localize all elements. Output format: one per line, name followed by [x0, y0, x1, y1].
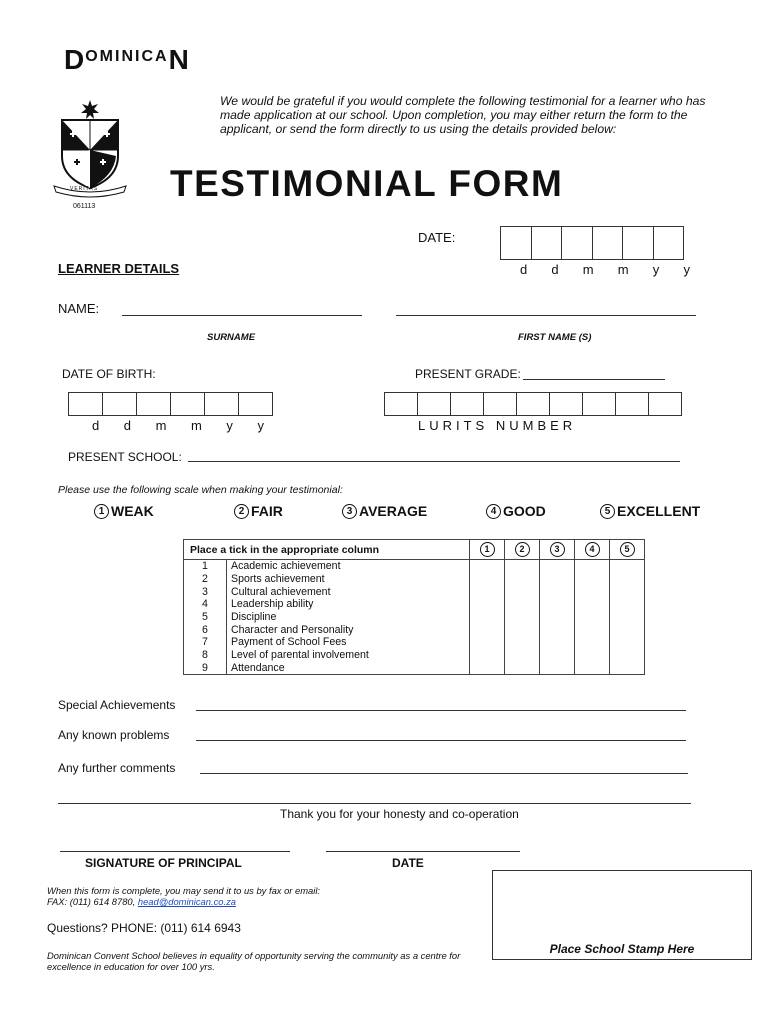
date-box[interactable]	[592, 226, 623, 260]
tick-cell[interactable]	[540, 623, 575, 636]
school-crest	[52, 98, 128, 198]
special-achievements-line[interactable]	[196, 710, 686, 711]
lurits-box[interactable]	[582, 392, 616, 416]
email-link[interactable]: head@dominican.co.za	[137, 896, 236, 907]
fax-email-line	[47, 896, 236, 907]
date-box[interactable]	[653, 226, 684, 260]
date-label: DATE:	[418, 230, 456, 245]
circled-number-icon: 2	[234, 504, 249, 519]
tick-cell[interactable]	[540, 662, 575, 675]
tick-cell[interactable]	[505, 662, 540, 675]
table-row: 2 Sports achievement	[184, 573, 645, 586]
dob-box[interactable]	[238, 392, 273, 416]
criteria-header: Place a tick in the appropriate column	[184, 540, 470, 560]
dob-format-letters: d d m m y y	[92, 418, 264, 433]
intro-text: We would be grateful if you would complete the following testimonial for a learner who has made application at our school. Upon completion, you may either return the form to the applicant, or send the form directly to us using the details provided below:	[220, 94, 706, 136]
table-row: 5 Discipline	[184, 611, 645, 624]
table-row: 9 Attendance	[184, 662, 645, 675]
name-label: NAME:	[58, 301, 100, 316]
lurits-box[interactable]	[483, 392, 517, 416]
tick-cell[interactable]	[540, 560, 575, 573]
tick-cell[interactable]	[610, 662, 645, 675]
firstname-line[interactable]	[396, 315, 696, 316]
tick-cell[interactable]	[505, 649, 540, 662]
further-comments-line[interactable]	[200, 773, 688, 774]
lurits-box[interactable]	[450, 392, 484, 416]
tick-cell[interactable]	[505, 611, 540, 624]
principal-signature-line[interactable]	[60, 851, 290, 852]
table-row: 7 Payment of School Fees	[184, 636, 645, 649]
scale-good: 4 GOOD	[486, 503, 546, 519]
principal-signature-label: SIGNATURE OF PRINCIPAL	[85, 856, 242, 870]
tick-cell[interactable]	[575, 573, 610, 586]
lurits-box[interactable]	[615, 392, 649, 416]
date-box[interactable]	[561, 226, 593, 260]
dob-box[interactable]	[68, 392, 103, 416]
tick-cell[interactable]	[505, 573, 540, 586]
tick-cell[interactable]	[470, 611, 505, 624]
table-row: 6 Character and Personality	[184, 623, 645, 636]
lurits-box[interactable]	[648, 392, 682, 416]
tick-cell[interactable]	[470, 598, 505, 611]
tick-cell[interactable]	[610, 649, 645, 662]
tick-cell[interactable]	[505, 623, 540, 636]
known-problems-line[interactable]	[196, 740, 686, 741]
tick-cell[interactable]	[610, 585, 645, 598]
grade-line[interactable]	[523, 379, 665, 380]
questions-phone: Questions? PHONE: (011) 614 6943	[47, 921, 241, 935]
date-format-letters: d d m m y y	[520, 262, 690, 277]
special-achievements-label: Special Achievements	[58, 698, 176, 712]
date-box[interactable]	[531, 226, 562, 260]
lurits-box[interactable]	[516, 392, 550, 416]
lurits-box[interactable]	[384, 392, 418, 416]
grade-label: PRESENT GRADE:	[415, 367, 521, 381]
criteria-table	[183, 539, 645, 675]
learner-details-heading: LEARNER DETAILS	[58, 261, 180, 276]
table-row: 8 Level of parental involvement	[184, 649, 645, 662]
dob-boxes	[68, 392, 273, 416]
firstname-label: FIRST NAME (S)	[518, 332, 592, 343]
scale-instruction: Please use the following scale when making your testimonial:	[58, 484, 343, 496]
scale-weak: 1 WEAK	[94, 503, 154, 519]
table-row: 3 Cultural achievement	[184, 585, 645, 598]
brand-name: DOMINICAN	[64, 44, 190, 75]
tick-cell[interactable]	[610, 598, 645, 611]
lurits-label: LURITS NUMBER	[418, 418, 577, 433]
column-number-icon: 5	[620, 542, 635, 557]
equality-statement: Dominican Convent School believes in equality of opportunity serving the community as a centre for excellence in education for over 100 yrs.	[47, 950, 461, 972]
stamp-label: Place School Stamp Here	[549, 942, 695, 956]
tick-cell[interactable]	[610, 611, 645, 624]
extra-comments-line[interactable]	[58, 803, 691, 804]
tick-cell[interactable]	[470, 585, 505, 598]
surname-line[interactable]	[122, 315, 362, 316]
present-school-label: PRESENT SCHOOL:	[68, 450, 182, 464]
dob-box[interactable]	[204, 392, 239, 416]
tick-cell[interactable]	[505, 585, 540, 598]
page-title: TESTIMONIAL FORM	[170, 163, 564, 204]
circled-number-icon: 3	[342, 504, 357, 519]
lurits-box[interactable]	[549, 392, 583, 416]
table-row: 4 Leadership ability	[184, 598, 645, 611]
date-box[interactable]	[622, 226, 654, 260]
column-number-icon: 2	[515, 542, 530, 557]
tick-cell[interactable]	[540, 649, 575, 662]
tick-cell[interactable]	[540, 598, 575, 611]
tick-cell[interactable]	[470, 649, 505, 662]
tick-cell[interactable]	[470, 560, 505, 573]
column-number-icon: 4	[585, 542, 600, 557]
lurits-boxes	[384, 392, 682, 416]
tick-cell[interactable]	[575, 649, 610, 662]
dob-label: DATE OF BIRTH:	[62, 367, 156, 381]
crest-code: 061113	[73, 203, 96, 210]
tick-cell[interactable]	[470, 573, 505, 586]
lurits-box[interactable]	[417, 392, 451, 416]
tick-cell[interactable]	[575, 623, 610, 636]
tick-cell[interactable]	[505, 636, 540, 649]
further-comments-label: Any further comments	[58, 761, 176, 775]
circled-number-icon: 1	[94, 504, 109, 519]
thanks-text: Thank you for your honesty and co-operation	[280, 807, 519, 821]
tick-cell[interactable]	[540, 573, 575, 586]
dob-box[interactable]	[136, 392, 171, 416]
tick-cell[interactable]	[540, 585, 575, 598]
table-row: 1 Academic achievement	[184, 560, 645, 573]
date-boxes	[500, 226, 684, 260]
tick-cell[interactable]	[470, 636, 505, 649]
tick-cell[interactable]	[505, 598, 540, 611]
signature-date-line[interactable]	[326, 851, 520, 852]
crest-motto: VERITAS	[70, 186, 99, 192]
tick-cell[interactable]	[575, 560, 610, 573]
dob-box[interactable]	[102, 392, 137, 416]
signature-date-label: DATE	[392, 856, 424, 870]
tick-cell[interactable]	[610, 623, 645, 636]
tick-cell[interactable]	[470, 662, 505, 675]
surname-label: SURNAME	[207, 332, 256, 343]
table-header-row	[184, 540, 645, 560]
tick-cell[interactable]	[610, 560, 645, 573]
scale-average: 3 AVERAGE	[342, 503, 427, 519]
circled-number-icon: 5	[600, 504, 615, 519]
tick-cell[interactable]	[575, 598, 610, 611]
tick-cell[interactable]	[540, 611, 575, 624]
tick-cell[interactable]	[470, 623, 505, 636]
fax-number: FAX: (011) 614 8780,	[47, 896, 136, 907]
tick-cell[interactable]	[540, 636, 575, 649]
known-problems-label: Any known problems	[58, 728, 170, 742]
send-instruction: When this form is complete, you may send it to us by fax or email:	[47, 885, 321, 896]
tick-cell[interactable]	[575, 636, 610, 649]
column-number-icon: 3	[550, 542, 565, 557]
present-school-line[interactable]	[188, 461, 680, 462]
circled-number-icon: 4	[486, 504, 501, 519]
tick-cell[interactable]	[610, 636, 645, 649]
tick-cell[interactable]	[575, 585, 610, 598]
school-stamp-box	[492, 870, 752, 960]
dob-box[interactable]	[170, 392, 205, 416]
date-box[interactable]	[500, 226, 532, 260]
scale-fair: 2 FAIR	[234, 503, 283, 519]
tick-cell[interactable]	[575, 662, 610, 675]
tick-cell[interactable]	[610, 573, 645, 586]
scale-excellent: 5 EXCELLENT	[600, 503, 700, 519]
star-icon	[81, 100, 99, 119]
tick-cell[interactable]	[575, 611, 610, 624]
column-number-icon: 1	[480, 542, 495, 557]
tick-cell[interactable]	[505, 560, 540, 573]
